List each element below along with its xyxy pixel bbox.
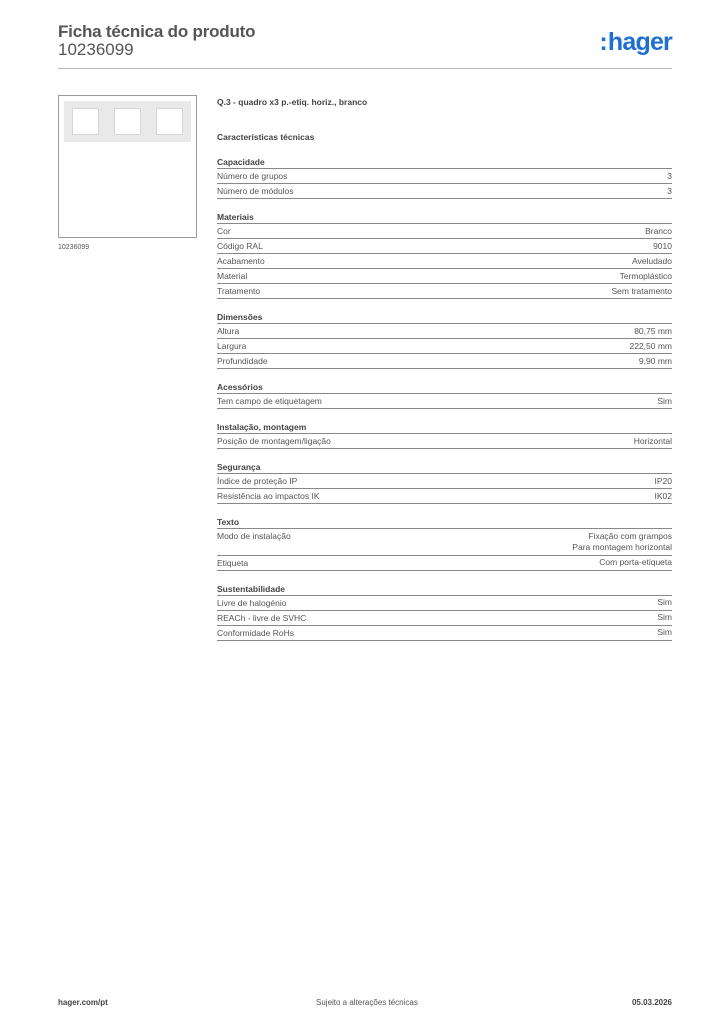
- spec-label: REACh - livre de SVHC: [217, 612, 307, 623]
- spec-content: [217, 94, 672, 641]
- spec-value: 3: [667, 185, 672, 196]
- spec-label: Altura: [217, 326, 240, 336]
- spec-row: [217, 324, 672, 339]
- footer-website[interactable]: hager.com/pt: [58, 998, 108, 1007]
- footer-notice: Sujeito a alterações técnicas: [316, 998, 418, 1007]
- spec-value: Sim: [657, 597, 672, 607]
- spec-row: [217, 394, 672, 409]
- spec-row: [217, 474, 672, 489]
- footer-date: 05.03.2026: [631, 998, 672, 1007]
- spec-label: Etiqueta: [217, 557, 249, 568]
- spec-row: [217, 269, 672, 284]
- spec-label: Material: [217, 271, 248, 281]
- frame-opening-1: [72, 108, 99, 135]
- group-title: Dimensões: [217, 311, 672, 324]
- spec-value: Sim: [657, 395, 672, 406]
- spec-row: [217, 434, 672, 449]
- spec-group: [217, 421, 672, 449]
- spec-group: [217, 516, 672, 571]
- spec-label: Conformidade RoHs: [217, 627, 295, 638]
- spec-value: Sem tratamento: [611, 285, 672, 296]
- spec-group: [217, 211, 672, 299]
- spec-label: Número de grupos: [217, 171, 288, 181]
- product-title: Q.3 - quadro x3 p.-etiq. horiz., branco: [217, 97, 368, 107]
- spec-row: [217, 529, 672, 556]
- spec-groups: [217, 156, 672, 641]
- spec-row: [217, 489, 672, 504]
- spec-group: [217, 583, 672, 641]
- group-title: Texto: [217, 516, 672, 529]
- spec-group: [217, 311, 672, 369]
- spec-label: Posição de montagem/ligação: [217, 436, 331, 446]
- spec-row: [217, 169, 672, 184]
- spec-row: [217, 556, 672, 571]
- spec-value: 3: [667, 170, 672, 181]
- spec-row: [217, 339, 672, 354]
- spec-label: Profundidade: [217, 356, 268, 366]
- document-title: Ficha técnica do produto: [58, 22, 256, 41]
- spec-row: [217, 354, 672, 369]
- spec-value: Branco: [645, 225, 672, 236]
- spec-value: 9010: [653, 240, 672, 251]
- header-divider: [58, 68, 672, 69]
- triple-frame-illustration: [64, 101, 191, 142]
- brand-logo: [599, 28, 672, 57]
- group-title: Materiais: [217, 211, 672, 224]
- spec-value: Com porta-etiqueta: [599, 557, 672, 567]
- product-image: [58, 95, 197, 238]
- spec-label: Livre de halogénio: [217, 597, 287, 608]
- spec-label: Largura: [217, 341, 247, 351]
- section-title: Características técnicas: [217, 132, 315, 142]
- spec-row: [217, 224, 672, 239]
- frame-opening-2: [114, 108, 141, 135]
- spec-row: [217, 239, 672, 254]
- spec-value: 80,75 mm: [634, 325, 672, 336]
- group-title: Sustentabilidade: [217, 583, 672, 596]
- spec-label: Acabamento: [217, 256, 265, 266]
- spec-label: Código RAL: [217, 241, 263, 251]
- page-header: [58, 20, 672, 70]
- spec-label: Cor: [217, 226, 231, 236]
- spec-group: [217, 381, 672, 409]
- spec-label: Tratamento: [217, 286, 261, 296]
- spec-row: [217, 596, 672, 611]
- spec-label: Número de módulos: [217, 186, 294, 196]
- spec-row: [217, 284, 672, 299]
- spec-group: [217, 156, 672, 199]
- spec-row: [217, 611, 672, 626]
- spec-row: [217, 254, 672, 269]
- spec-label: Modo de instalação: [217, 531, 291, 541]
- spec-value: Sim: [657, 627, 672, 637]
- group-title: Capacidade: [217, 156, 672, 169]
- spec-label: Índice de proteção IP: [217, 476, 298, 486]
- spec-value: Termoplástico: [619, 270, 672, 281]
- spec-label: Tem campo de etiquetagem: [217, 396, 322, 406]
- brand-name: hager: [607, 28, 672, 56]
- spec-value: 9,90 mm: [638, 355, 672, 366]
- spec-value: Sim: [657, 612, 672, 622]
- logo-colon-icon: :: [599, 28, 607, 56]
- group-title: Segurança: [217, 461, 672, 474]
- group-title: Instalação, montagem: [217, 421, 672, 434]
- spec-group: [217, 461, 672, 504]
- spec-row: [217, 626, 672, 641]
- group-title: Acessórios: [217, 381, 672, 394]
- spec-value: IP20: [654, 475, 672, 486]
- spec-value: Fixação com grampos Para montagem horizontal: [572, 530, 672, 552]
- spec-label: Resistência ao impactos IK: [217, 491, 320, 501]
- product-code: 10236099: [58, 40, 134, 59]
- spec-value: 222,50 mm: [629, 340, 672, 351]
- spec-value: Aveludado: [631, 255, 672, 266]
- spec-value: IK02: [654, 490, 672, 501]
- spec-value: Horizontal: [633, 435, 672, 446]
- spec-row: [217, 184, 672, 199]
- image-caption: 10236099: [58, 244, 90, 251]
- frame-opening-3: [156, 108, 183, 135]
